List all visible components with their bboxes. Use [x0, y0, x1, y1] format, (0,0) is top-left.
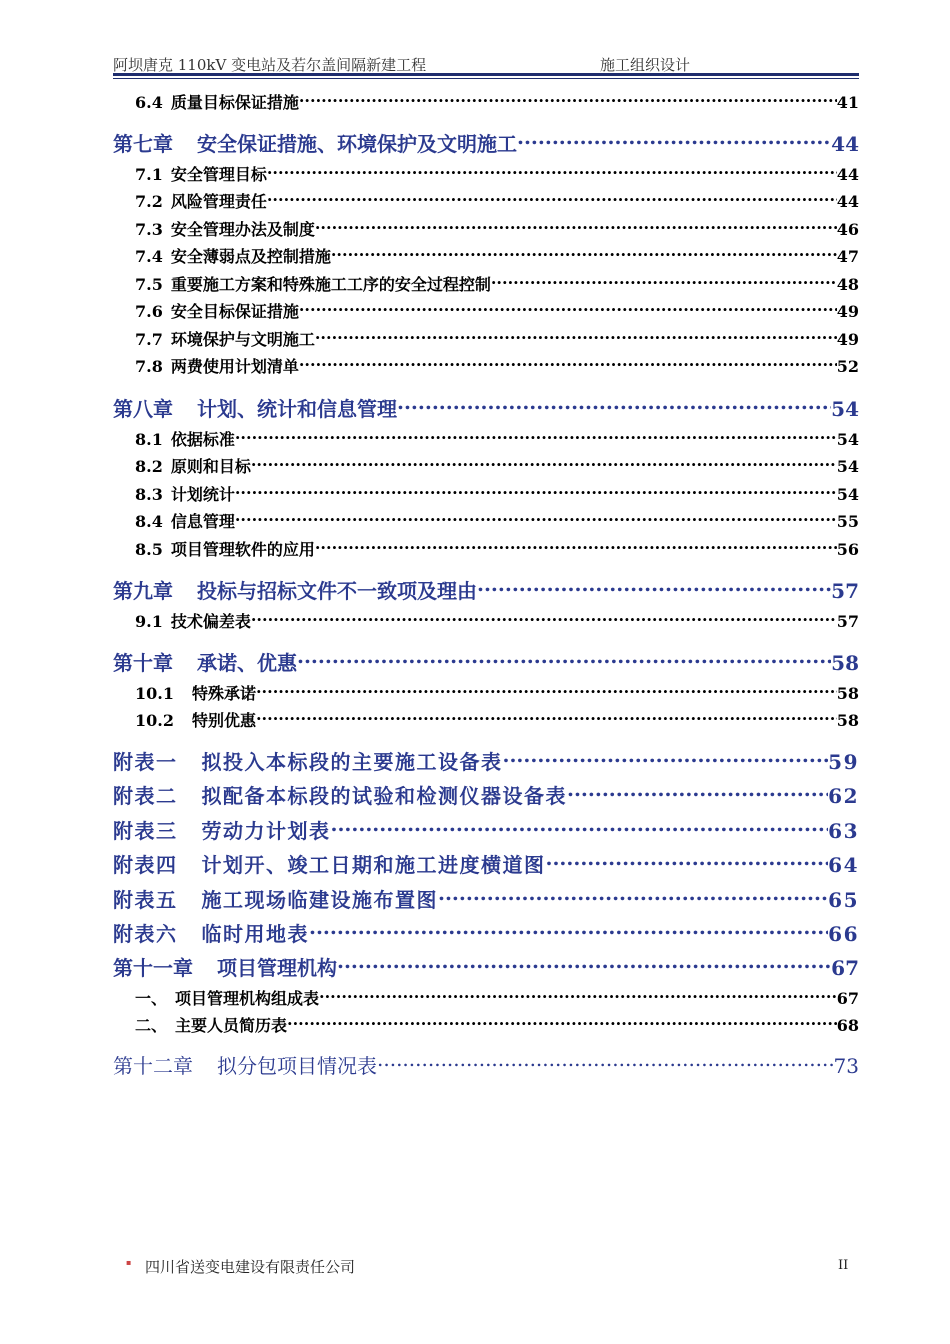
toc-leader-dots	[331, 818, 829, 838]
toc-entry[interactable]	[113, 815, 859, 844]
toc-leader-dots	[256, 710, 837, 726]
toc-entry[interactable]	[113, 609, 859, 632]
toc-entry-label	[135, 327, 315, 350]
header-rule	[113, 73, 859, 79]
toc-entry-number: 8.3	[135, 485, 163, 504]
toc-leader-dots	[567, 783, 828, 803]
toc-entry[interactable]	[113, 708, 859, 731]
toc-entry-title: 拟分包项目情况表	[217, 1054, 377, 1078]
toc-leader-dots	[319, 988, 837, 1004]
toc-entry-number: 附表五	[113, 888, 178, 912]
toc-entry[interactable]	[113, 746, 859, 775]
toc-entry-number: 10.2	[135, 711, 174, 730]
toc-entry[interactable]	[113, 681, 859, 704]
toc-entry-label	[135, 681, 256, 704]
toc-entry[interactable]	[113, 575, 859, 604]
header-project-title: 阿坝唐克 110kV 变电站及若尔盖间隔新建工程	[113, 56, 427, 74]
toc-entry[interactable]	[113, 217, 859, 240]
toc-leader-dots	[377, 1053, 834, 1073]
toc-entry-label	[113, 1050, 377, 1079]
toc-leader-dots	[315, 329, 837, 345]
toc-entry-number: 第九章	[113, 579, 173, 603]
toc-leader-dots	[315, 219, 837, 235]
toc-entry[interactable]	[113, 327, 859, 350]
toc-entry[interactable]	[113, 244, 859, 267]
toc-entry-page: 54	[836, 485, 859, 504]
toc-leader-dots	[309, 921, 828, 941]
toc-leader-dots	[235, 484, 837, 500]
toc-entry[interactable]	[113, 90, 859, 113]
toc-entry-title: 劳动力计划表	[201, 819, 331, 843]
toc-entry-number: 7.3	[135, 220, 163, 239]
toc-entry-label	[113, 128, 517, 157]
toc-entry-page: 55	[836, 512, 859, 531]
toc-entry-title: 项目管理机构组成表	[175, 989, 320, 1008]
toc-entry-label	[113, 815, 331, 844]
toc-leader-dots	[517, 131, 831, 151]
toc-entry[interactable]	[113, 918, 859, 947]
toc-entry-title: 拟配备本标段的试验和检测仪器设备表	[201, 784, 567, 808]
toc-entry-label	[135, 217, 315, 240]
toc-leader-dots	[235, 511, 837, 527]
toc-entry-title: 质量目标保证措施	[170, 93, 299, 112]
toc-entry-label	[113, 884, 438, 913]
toc-leader-dots	[477, 578, 831, 598]
toc-entry-page: 47	[836, 247, 859, 266]
toc-entry-number: 第八章	[113, 397, 173, 421]
toc-entry[interactable]	[113, 299, 859, 322]
toc-entry[interactable]	[113, 647, 859, 676]
toc-entry-title: 原则和目标	[170, 457, 251, 476]
toc-leader-dots	[331, 246, 837, 262]
toc-entry-title: 投标与招标文件不一致项及理由	[197, 579, 477, 603]
toc-entry[interactable]	[113, 427, 859, 450]
toc-entry-number: 附表六	[113, 922, 178, 946]
toc-entry-label	[135, 482, 235, 505]
toc-leader-dots	[337, 955, 831, 975]
toc-entry-title: 安全管理目标	[170, 165, 267, 184]
toc-entry-title: 安全目标保证措施	[170, 302, 299, 321]
toc-entry-number: 一、	[135, 989, 168, 1008]
toc-leader-dots	[251, 611, 837, 627]
toc-entry-label	[135, 1013, 287, 1036]
toc-entry[interactable]	[113, 354, 859, 377]
toc-entry-number: 第七章	[113, 132, 173, 156]
toc-entry-page: 66	[828, 922, 859, 946]
toc-entry-label	[113, 393, 397, 422]
toc-leader-dots	[491, 274, 837, 290]
toc-entry-page: 54	[836, 430, 859, 449]
toc-entry-page: 44	[836, 165, 859, 184]
toc-entry[interactable]	[113, 537, 859, 560]
toc-entry-number: 附表四	[113, 853, 178, 877]
toc-entry[interactable]	[113, 393, 859, 422]
toc-entry-page: 57	[836, 612, 859, 631]
toc-entry-title: 两费使用计划清单	[170, 357, 299, 376]
toc-entry-number: 7.4	[135, 247, 163, 266]
toc-entry-title: 技术偏差表	[170, 612, 251, 631]
toc-entry-number: 6.4	[135, 93, 163, 112]
toc-entry-number: 8.5	[135, 540, 163, 559]
toc-entry-number: 附表三	[113, 819, 178, 843]
toc-leader-dots	[546, 852, 829, 872]
toc-entry-title: 计划统计	[170, 485, 235, 504]
toc-entry-title: 项目管理机构	[217, 956, 337, 980]
toc-entry-page: 46	[836, 220, 859, 239]
toc-entry-page: 58	[836, 711, 859, 730]
toc-entry[interactable]	[113, 128, 859, 157]
toc-entry-page: 59	[828, 750, 859, 774]
toc-entry-page: 54	[831, 397, 859, 421]
toc-entry-page: 52	[836, 357, 859, 376]
toc-entry-number: 第十一章	[113, 956, 193, 980]
toc-entry-label	[135, 272, 491, 295]
toc-entry-label	[113, 746, 503, 775]
toc-entry[interactable]	[113, 509, 859, 532]
toc-entry-label	[135, 90, 299, 113]
toc-entry-page: 63	[828, 819, 859, 843]
toc-entry[interactable]	[113, 986, 859, 1009]
toc-entry-title: 计划开、竣工日期和施工进度横道图	[201, 853, 546, 877]
toc-entry-page: 54	[836, 457, 859, 476]
toc-entry-label	[113, 918, 309, 947]
toc-entry-label	[135, 299, 299, 322]
toc-entry-label	[135, 708, 256, 731]
toc-entry-title: 临时用地表	[201, 922, 309, 946]
toc-entry-title: 拟投入本标段的主要施工设备表	[201, 750, 503, 774]
toc-entry-label	[113, 575, 477, 604]
toc-entry-label	[135, 509, 235, 532]
toc-entry-page: 57	[831, 579, 859, 603]
toc-entry[interactable]	[113, 162, 859, 185]
footer-company: 四川省送变电建设有限责任公司	[145, 1258, 356, 1276]
toc-entry-number: 第十二章	[113, 1054, 193, 1078]
toc-entry-number: 附表一	[113, 750, 178, 774]
toc-entry-label	[113, 780, 567, 809]
toc-leader-dots	[267, 191, 837, 207]
toc-leader-dots	[267, 164, 837, 180]
toc-entry[interactable]	[113, 454, 859, 477]
toc-entry-title: 安全薄弱点及控制措施	[170, 247, 331, 266]
toc-entry-number: 7.6	[135, 302, 163, 321]
toc-leader-dots	[299, 301, 837, 317]
toc-entry[interactable]	[113, 952, 859, 981]
toc-entry-number: 9.1	[135, 612, 163, 631]
toc-entry[interactable]	[113, 849, 859, 878]
toc-entry-label	[135, 986, 319, 1009]
toc-entry-title: 环境保护与文明施工	[170, 330, 315, 349]
toc-entry-page: 65	[828, 888, 859, 912]
toc-entry-page: 44	[836, 192, 859, 211]
toc-entry[interactable]	[113, 884, 859, 913]
toc-entry-label	[113, 647, 297, 676]
toc-entry-page: 58	[836, 684, 859, 703]
toc-entry-title: 特别优惠	[191, 711, 256, 730]
toc-entry-title: 安全保证措施、环境保护及文明施工	[197, 132, 517, 156]
toc-entry-label	[135, 427, 235, 450]
toc-entry[interactable]	[113, 482, 859, 505]
toc-entry-label	[135, 244, 331, 267]
toc-entry-title: 信息管理	[170, 512, 235, 531]
toc-entry-number: 二、	[135, 1016, 168, 1035]
toc-leader-dots	[256, 683, 837, 699]
toc-leader-dots	[287, 1015, 837, 1031]
footer-page-number: II	[838, 1258, 849, 1273]
toc-leader-dots	[251, 456, 837, 472]
toc-entry-number: 8.2	[135, 457, 163, 476]
toc-leader-dots	[315, 539, 837, 555]
toc-entry[interactable]	[113, 1050, 859, 1079]
toc-entry-title: 施工现场临建设施布置图	[201, 888, 438, 912]
toc-leader-dots	[397, 396, 831, 416]
toc-entry-label	[113, 849, 546, 878]
toc-entry[interactable]	[113, 780, 859, 809]
toc-entry-title: 风险管理责任	[170, 192, 267, 211]
toc-entry-label	[135, 354, 299, 377]
toc-entry-number: 8.4	[135, 512, 163, 531]
toc-leader-dots	[503, 749, 829, 769]
toc-entry-number: 第十章	[113, 651, 173, 675]
toc-entry-title: 承诺、优惠	[197, 651, 297, 675]
toc-entry-title: 安全管理办法及制度	[170, 220, 315, 239]
toc-entry-page: 62	[828, 784, 859, 808]
toc-entry-title: 计划、统计和信息管理	[197, 397, 397, 421]
toc-entry-number: 10.1	[135, 684, 174, 703]
toc-entry[interactable]	[113, 189, 859, 212]
toc-leader-dots	[438, 887, 828, 907]
toc-entry-title: 主要人员简历表	[175, 1016, 288, 1035]
footer-mark: ▪	[126, 1258, 132, 1267]
toc-entry-number: 附表二	[113, 784, 178, 808]
toc-entry-title: 项目管理软件的应用	[170, 540, 315, 559]
toc-entry-title: 特殊承诺	[191, 684, 256, 703]
toc-entry-label	[135, 162, 267, 185]
toc-entry-number: 7.7	[135, 330, 163, 349]
toc-entry-page: 64	[828, 853, 859, 877]
toc-entry-label	[135, 609, 251, 632]
toc-entry[interactable]	[113, 1013, 859, 1036]
toc-entry-page: 73	[833, 1054, 859, 1078]
toc-entry[interactable]	[113, 272, 859, 295]
toc-entry-page: 67	[831, 956, 859, 980]
toc-entry-title: 依据标准	[170, 430, 235, 449]
toc-entry-number: 7.2	[135, 192, 163, 211]
toc-entry-page: 48	[836, 275, 859, 294]
toc-entry-page: 56	[836, 540, 859, 559]
toc-entry-number: 7.1	[135, 165, 163, 184]
toc-entry-page: 67	[836, 989, 859, 1008]
toc-entry-label	[135, 454, 251, 477]
toc-entry-page: 68	[836, 1016, 859, 1035]
toc-leader-dots	[299, 92, 837, 108]
toc-entry-label	[135, 537, 315, 560]
toc-entry-label	[113, 952, 337, 981]
header-doc-title: 施工组织设计	[600, 56, 691, 74]
toc-entry-number: 7.5	[135, 275, 163, 294]
toc-entry-page: 49	[836, 330, 859, 349]
toc-leader-dots	[235, 429, 837, 445]
toc-entry-label	[135, 189, 267, 212]
toc-entry-title: 重要施工方案和特殊施工工序的安全过程控制	[170, 275, 491, 294]
toc-entry-number: 7.8	[135, 357, 163, 376]
toc-leader-dots	[299, 356, 837, 372]
toc-entry-page: 44	[831, 132, 859, 156]
toc-entry-page: 49	[836, 302, 859, 321]
toc-entry-number: 8.1	[135, 430, 163, 449]
toc-leader-dots	[297, 650, 831, 670]
toc-entry-page: 58	[831, 651, 859, 675]
toc-entry-page: 41	[836, 93, 859, 112]
